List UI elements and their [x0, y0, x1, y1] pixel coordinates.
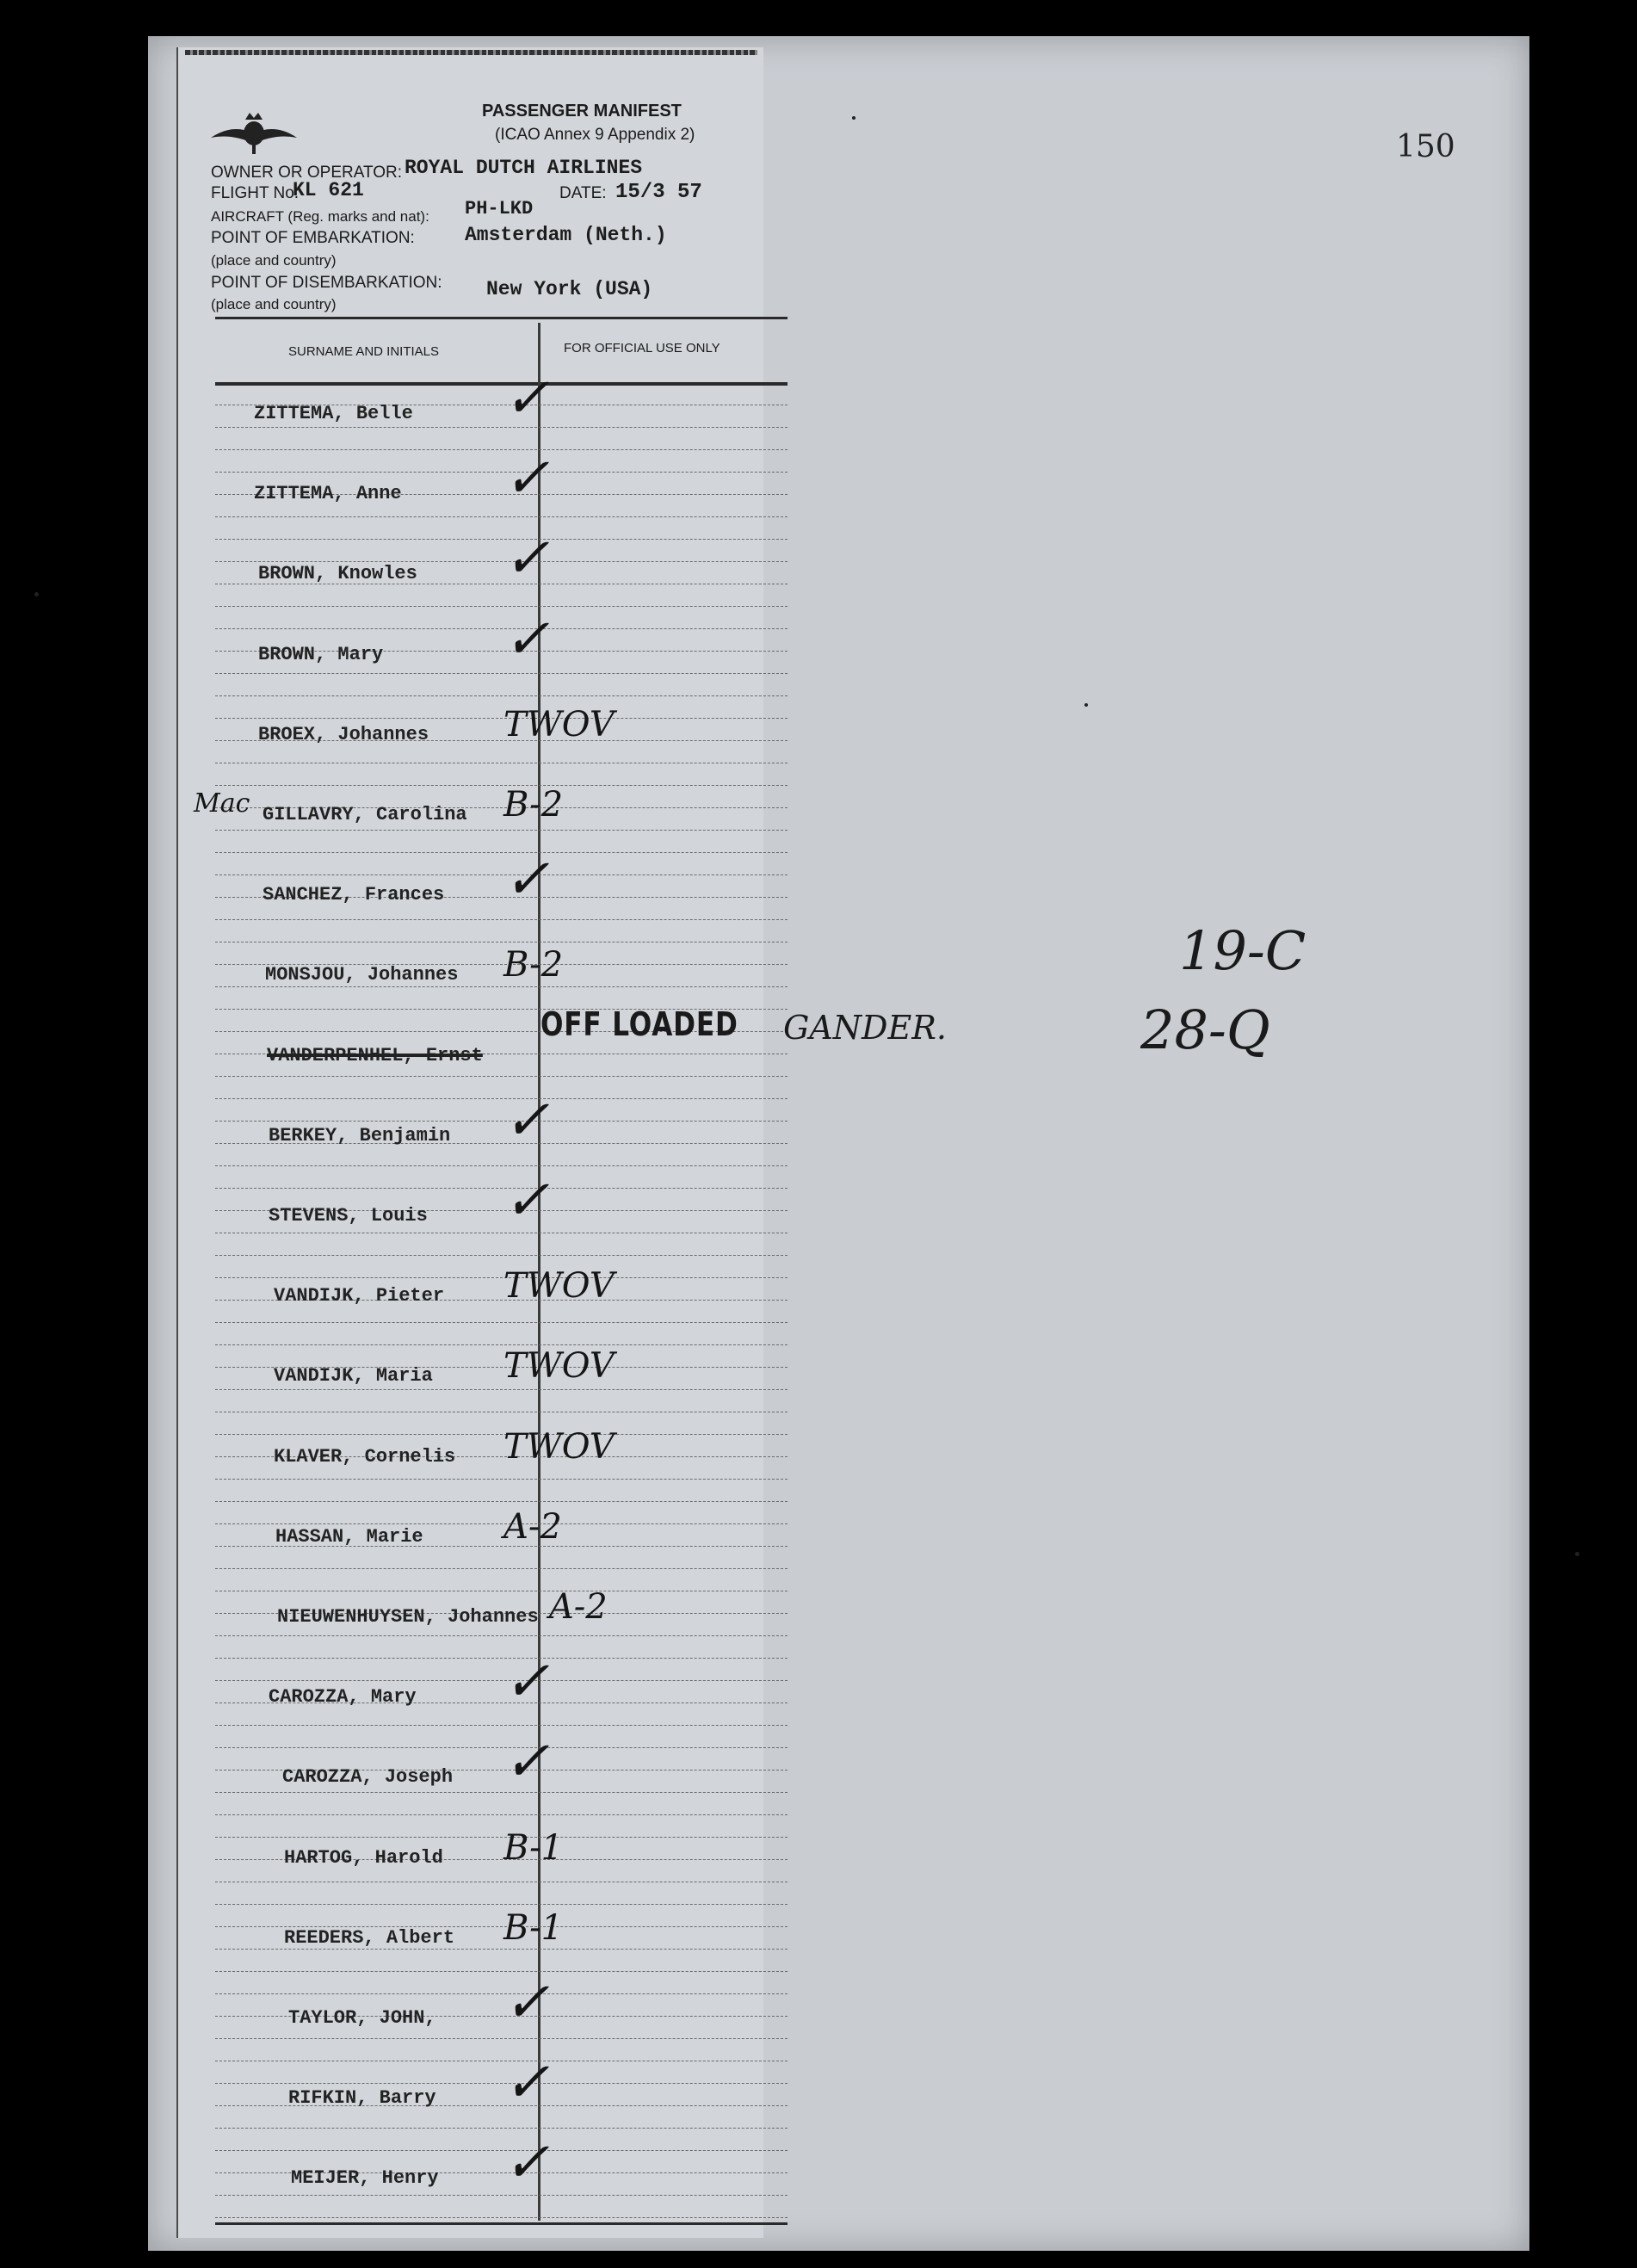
passenger-name: MEIJER, Henry [291, 2167, 439, 2190]
passenger-name: ZITTEMA, Belle [254, 403, 413, 424]
header-rule [215, 317, 788, 319]
guide-line [215, 1680, 788, 1681]
check-mark-icon: ✓ [503, 1971, 550, 2035]
passenger-name: CAROZZA, Joseph [282, 1766, 454, 1789]
guide-line [215, 1389, 788, 1390]
guide-line [215, 1904, 788, 1905]
check-mark-icon: ✓ [503, 527, 550, 591]
guide-line [215, 1792, 788, 1793]
flight-label: FLIGHT No. [211, 184, 300, 202]
guide-line [215, 1837, 788, 1838]
guide-line [215, 1076, 788, 1077]
guide-line [215, 1658, 788, 1659]
guide-line [215, 1322, 788, 1323]
check-mark-icon: ✓ [503, 1730, 550, 1795]
page-number: 150 [1396, 129, 1455, 164]
guide-line [215, 874, 788, 875]
guide-line [215, 695, 788, 696]
check-mark-icon: ✓ [503, 607, 550, 671]
embark-value: Amsterdam (Neth.) [465, 224, 667, 246]
guide-line [215, 1747, 788, 1748]
official-code: TWOV [503, 1266, 615, 1307]
guide-line [215, 1993, 788, 1994]
guide-line [215, 1165, 788, 1166]
passenger-name: BROWN, Mary [258, 643, 384, 665]
check-mark-icon: ✓ [503, 1088, 550, 1153]
torn-edge [185, 50, 757, 55]
off-loaded-stamp: OFF LOADED [541, 1005, 738, 1043]
guide-line [215, 561, 788, 562]
guide-line [215, 1434, 788, 1435]
guide-line [215, 1523, 788, 1524]
guide-line [215, 2128, 788, 2129]
check-mark-icon: ✓ [503, 1650, 550, 1715]
guide-line [215, 1098, 788, 1099]
speck [1084, 703, 1088, 707]
seat-note-2: 28-Q [1140, 998, 1270, 1061]
guide-line [215, 718, 788, 719]
passenger-name: CAROZZA, Mary [269, 1686, 417, 1709]
disembark-sub: (place and country) [211, 296, 337, 312]
guide-line [215, 1344, 788, 1345]
speck [852, 116, 856, 120]
passenger-name: SANCHEZ, Frances [263, 884, 445, 906]
official-code: B-2 [503, 785, 564, 825]
guide-line [215, 852, 788, 853]
guide-line [215, 785, 788, 786]
col-official-header: FOR OFFICIAL USE ONLY [564, 341, 720, 355]
form-title: PASSENGER MANIFEST [482, 102, 682, 121]
owner-label: OWNER OR OPERATOR: [211, 164, 403, 182]
passenger-name: BROEX, Johannes [258, 723, 429, 745]
guide-line [215, 427, 788, 428]
passenger-name: HARTOG, Harold [284, 1846, 443, 1869]
passenger-name: BERKEY, Benjamin [269, 1124, 451, 1146]
passenger-name: VANDIJK, Pieter [274, 1285, 445, 1307]
disembark-label: POINT OF DISEMBARKATION: [211, 274, 442, 292]
name-prefix: Mac [194, 788, 250, 819]
check-mark-icon: ✓ [503, 2051, 550, 2116]
passenger-name: BROWN, Knowles [258, 563, 417, 585]
passenger-name: VANDERPENHEL, Ernst [267, 1044, 483, 1066]
passenger-name: ZITTEMA, Anne [254, 483, 402, 505]
passenger-name: REEDERS, Albert [284, 1926, 455, 1949]
guide-line [215, 628, 788, 629]
flight-value: KL 621 [293, 179, 364, 201]
col-surname-header: SURNAME AND INITIALS [288, 344, 440, 359]
official-code: B-1 [503, 1907, 564, 1948]
guide-line [215, 1501, 788, 1502]
gander-note: GANDER. [783, 1009, 947, 1047]
official-code: TWOV [503, 1426, 615, 1467]
guide-line [215, 449, 788, 450]
footer-rule [215, 2222, 788, 2225]
guide-line [215, 2195, 788, 2196]
guide-line [215, 1188, 788, 1189]
guide-line [215, 1971, 788, 1972]
guide-line [215, 2150, 788, 2151]
embark-label: POINT OF EMBARKATION: [211, 229, 415, 247]
guide-line [215, 919, 788, 920]
passenger-name: HASSAN, Marie [275, 1525, 423, 1548]
embark-sub: (place and country) [211, 252, 337, 269]
guide-line [215, 1277, 788, 1278]
disembark-value: New York (USA) [486, 278, 653, 300]
check-mark-icon: ✓ [503, 1169, 550, 1233]
guide-line [215, 1479, 788, 1480]
guide-line [215, 1949, 788, 1950]
date-value: 15/3 57 [615, 181, 702, 204]
guide-line [215, 1635, 788, 1636]
aircraft-value: PH-LKD [465, 198, 534, 219]
guide-line [215, 673, 788, 674]
guide-line [215, 1568, 788, 1569]
guide-line [215, 472, 788, 473]
official-code: TWOV [503, 1346, 615, 1387]
seat-note-1: 19-C [1179, 919, 1307, 982]
guide-line [215, 516, 788, 517]
aircraft-label: AIRCRAFT (Reg. marks and nat): [211, 208, 429, 225]
guide-line [215, 539, 788, 540]
check-mark-icon: ✓ [503, 848, 550, 912]
date-label: DATE: [559, 184, 607, 202]
official-code: TWOV [503, 704, 615, 745]
guide-line [215, 1255, 788, 1256]
speck [1575, 1552, 1579, 1556]
official-code: A-2 [503, 1506, 562, 1547]
official-code: B-2 [503, 945, 564, 986]
passenger-name: NIEUWENHUYSEN, Johannes [277, 1606, 539, 1628]
passenger-name: STEVENS, Louis [269, 1205, 428, 1227]
passenger-name: RIFKIN, Barry [288, 2087, 436, 2110]
official-code: B-1 [503, 1827, 564, 1868]
guide-line [215, 606, 788, 607]
klm-crown-logo-icon [207, 108, 301, 159]
guide-line [215, 986, 788, 987]
form-subtitle: (ICAO Annex 9 Appendix 2) [495, 126, 695, 144]
passenger-name: TAYLOR, JOHN, [288, 2007, 436, 2029]
guide-line [215, 1725, 788, 1726]
guide-line [215, 2038, 788, 2039]
check-mark-icon: ✓ [503, 2131, 550, 2196]
official-code: A-2 [548, 1587, 608, 1627]
passenger-name: MONSJOU, Johannes [265, 964, 459, 986]
passenger-name: KLAVER, Cornelis [274, 1445, 456, 1468]
passenger-name: GILLAVRY, Carolina [263, 804, 467, 825]
guide-line [215, 1814, 788, 1815]
guide-line [215, 830, 788, 831]
check-mark-icon: ✓ [503, 447, 550, 511]
guide-line [215, 1121, 788, 1122]
check-mark-icon: ✓ [503, 367, 550, 430]
guide-line [215, 2217, 788, 2218]
speck [34, 592, 39, 596]
owner-value: ROYAL DUTCH AIRLINES [405, 157, 643, 179]
passenger-name: VANDIJK, Maria [274, 1365, 433, 1387]
column-header-rule [215, 382, 788, 386]
guide-line [215, 2083, 788, 2084]
